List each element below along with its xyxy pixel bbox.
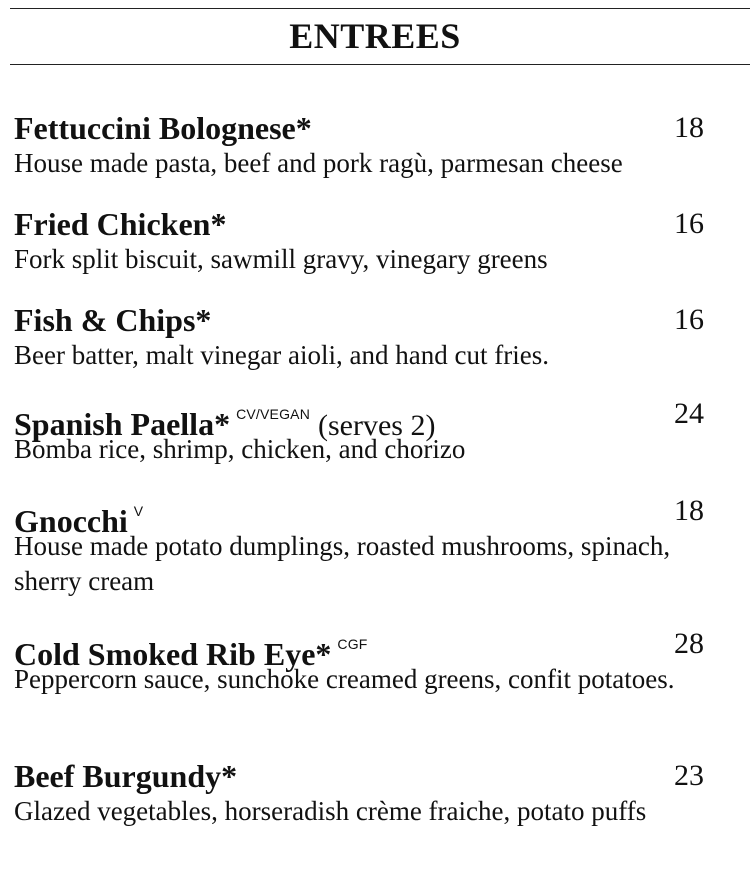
menu-item bbox=[14, 204, 750, 277]
bottom-divider bbox=[10, 64, 750, 65]
menu-item-name: Fried Chicken* bbox=[14, 206, 227, 242]
menu-item bbox=[14, 624, 750, 697]
menu-item-name: Spanish Paella* bbox=[14, 406, 231, 442]
menu-item bbox=[14, 756, 750, 829]
menu-item bbox=[14, 300, 750, 373]
menu-item-description: Glazed vegetables, horseradish crème fraiche, potato puffs bbox=[14, 796, 647, 826]
menu-item-description: Fork split biscuit, sawmill gravy, vinegary greens bbox=[14, 244, 548, 274]
menu-item-header bbox=[14, 394, 750, 442]
menu-item-name-line bbox=[14, 108, 312, 148]
menu-item-price: 24 bbox=[674, 397, 704, 430]
menu-item-name-line bbox=[14, 756, 237, 796]
menu-item-name: Gnocchi bbox=[14, 503, 128, 539]
menu-item-price: 16 bbox=[674, 303, 704, 336]
menu-item-description: Peppercorn sauce, sunchoke creamed greens, confit potatoes. bbox=[14, 664, 675, 694]
menu-item-description: Bomba rice, shrimp, chicken, and chorizo bbox=[14, 434, 466, 464]
menu-item-price: 23 bbox=[674, 759, 704, 792]
serving-note: (serves 2) bbox=[318, 409, 436, 442]
menu-item-header bbox=[14, 204, 750, 244]
menu-item-name: Beef Burgundy* bbox=[14, 758, 238, 794]
menu-item bbox=[14, 108, 750, 181]
menu-item-name-line bbox=[14, 624, 368, 674]
dietary-tag: CV/VEGAN bbox=[236, 406, 311, 422]
section-title: ENTREES bbox=[289, 16, 461, 56]
top-divider bbox=[10, 8, 750, 9]
menu-item-description: Beer batter, malt vinegar aioli, and hand cut fries. bbox=[14, 340, 549, 370]
menu-item-header bbox=[14, 491, 750, 539]
menu-item-price: 16 bbox=[674, 207, 704, 240]
menu-item-name-line bbox=[14, 300, 211, 340]
menu-item-price: 28 bbox=[674, 627, 704, 660]
menu-item-price: 18 bbox=[674, 494, 704, 527]
menu-item-name: Fish & Chips* bbox=[14, 302, 212, 338]
menu-item-header bbox=[14, 756, 750, 796]
menu-item-price: 18 bbox=[674, 111, 704, 144]
menu-item bbox=[14, 394, 750, 467]
dietary-tag: V bbox=[133, 503, 144, 519]
menu-item-description: House made potato dumplings, roasted mushrooms, spinach, sherry cream bbox=[14, 531, 671, 596]
menu-item-header bbox=[14, 108, 750, 148]
menu-item-description: House made pasta, beef and pork ragù, parmesan cheese bbox=[14, 148, 623, 178]
menu-item-name-line bbox=[14, 394, 435, 446]
menu-item bbox=[14, 491, 750, 599]
dietary-tag: CGF bbox=[337, 636, 368, 652]
menu-item-header bbox=[14, 300, 750, 340]
menu-item-name: Fettuccini Bolognese* bbox=[14, 110, 312, 146]
menu-item-name: Cold Smoked Rib Eye* bbox=[14, 636, 332, 672]
menu-item-header bbox=[14, 624, 750, 672]
menu-item-name-line bbox=[14, 491, 143, 541]
menu-item-name-line bbox=[14, 204, 226, 244]
